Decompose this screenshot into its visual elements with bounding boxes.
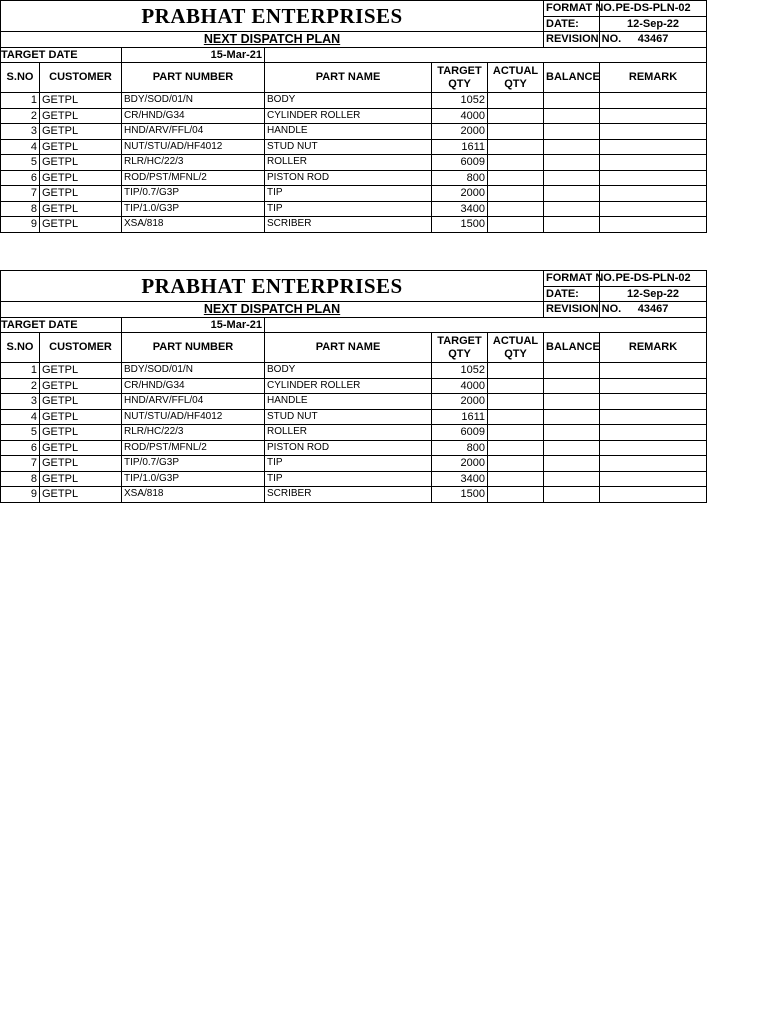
cell-target-qty: 1500 — [432, 487, 488, 503]
table-row — [1, 456, 707, 472]
cell-part-number: NUT/STU/AD/HF4012 — [122, 409, 265, 425]
company-name: PRABHAT ENTERPRISES — [1, 1, 544, 32]
cell-remark — [600, 108, 707, 124]
col-customer: CUSTOMER — [40, 63, 122, 93]
cell-customer: GETPL — [40, 378, 122, 394]
cell-customer: GETPL — [40, 394, 122, 410]
cell-customer: GETPL — [40, 186, 122, 202]
cell-target-qty: 4000 — [432, 108, 488, 124]
format-no-value: PE-DS-PLN-02 — [600, 271, 707, 287]
cell-balance — [544, 394, 600, 410]
revision-no-value: 43467 — [600, 32, 707, 48]
cell-remark — [600, 217, 707, 233]
cell-remark — [600, 378, 707, 394]
cell-sno: 6 — [1, 440, 40, 456]
col-part-number: PART NUMBER — [122, 333, 265, 363]
col-sno: S.NO — [1, 63, 40, 93]
cell-target-qty: 6009 — [432, 425, 488, 441]
cell-part-number: BDY/SOD/01/N — [122, 363, 265, 379]
cell-sno: 2 — [1, 108, 40, 124]
cell-sno: 5 — [1, 155, 40, 171]
cell-part-number: TIP/1.0/G3P — [122, 201, 265, 217]
cell-customer: GETPL — [40, 124, 122, 140]
col-remark: REMARK — [600, 63, 707, 93]
cell-remark — [600, 170, 707, 186]
cell-customer: GETPL — [40, 487, 122, 503]
cell-actual-qty — [488, 440, 544, 456]
cell-remark — [600, 471, 707, 487]
cell-balance — [544, 108, 600, 124]
cell-actual-qty — [488, 487, 544, 503]
cell-customer: GETPL — [40, 217, 122, 233]
cell-part-name: TIP — [265, 186, 432, 202]
cell-actual-qty — [488, 155, 544, 171]
date-value: 12-Sep-22 — [600, 286, 707, 302]
cell-target-qty: 1052 — [432, 363, 488, 379]
col-actual-qty: ACTUAL QTY — [488, 63, 544, 93]
cell-remark — [600, 456, 707, 472]
cell-target-qty: 2000 — [432, 456, 488, 472]
cell-part-name: BODY — [265, 363, 432, 379]
cell-remark — [600, 425, 707, 441]
cell-balance — [544, 186, 600, 202]
dispatch-plan-sheet — [0, 270, 707, 503]
table-row — [1, 363, 707, 379]
cell-customer: GETPL — [40, 425, 122, 441]
cell-sno: 3 — [1, 124, 40, 140]
cell-part-number: CR/HND/G34 — [122, 378, 265, 394]
cell-actual-qty — [488, 394, 544, 410]
cell-balance — [544, 363, 600, 379]
cell-target-qty: 3400 — [432, 201, 488, 217]
cell-actual-qty — [488, 456, 544, 472]
cell-part-name: TIP — [265, 456, 432, 472]
cell-part-number: TIP/0.7/G3P — [122, 456, 265, 472]
col-remark: REMARK — [600, 333, 707, 363]
cell-part-name: SCRIBER — [265, 217, 432, 233]
cell-part-number: HND/ARV/FFL/04 — [122, 394, 265, 410]
dispatch-plan-sheet — [0, 0, 707, 233]
col-target-qty: TARGET QTY — [432, 333, 488, 363]
cell-actual-qty — [488, 409, 544, 425]
cell-part-number: TIP/0.7/G3P — [122, 186, 265, 202]
cell-sno: 7 — [1, 456, 40, 472]
cell-part-number: XSA/818 — [122, 487, 265, 503]
cell-balance — [544, 425, 600, 441]
cell-sno: 2 — [1, 378, 40, 394]
cell-customer: GETPL — [40, 170, 122, 186]
table-header — [1, 333, 707, 363]
cell-part-number: CR/HND/G34 — [122, 108, 265, 124]
cell-target-qty: 4000 — [432, 378, 488, 394]
cell-target-qty: 1052 — [432, 93, 488, 109]
cell-balance — [544, 124, 600, 140]
cell-part-number: NUT/STU/AD/HF4012 — [122, 139, 265, 155]
cell-actual-qty — [488, 217, 544, 233]
table-row — [1, 170, 707, 186]
table-row — [1, 394, 707, 410]
cell-target-qty: 1500 — [432, 217, 488, 233]
format-no-label: FORMAT NO. — [544, 271, 600, 287]
cell-part-name: STUD NUT — [265, 409, 432, 425]
cell-part-number: ROD/PST/MFNL/2 — [122, 440, 265, 456]
cell-part-name: CYLINDER ROLLER — [265, 378, 432, 394]
cell-sno: 8 — [1, 471, 40, 487]
cell-part-name: PISTON ROD — [265, 170, 432, 186]
cell-balance — [544, 471, 600, 487]
cell-customer: GETPL — [40, 201, 122, 217]
target-date-label: TARGET DATE — [1, 317, 122, 333]
cell-customer: GETPL — [40, 139, 122, 155]
company-name: PRABHAT ENTERPRISES — [1, 271, 544, 302]
col-balance: BALANCE — [544, 333, 600, 363]
cell-balance — [544, 440, 600, 456]
date-value: 12-Sep-22 — [600, 16, 707, 32]
cell-target-qty: 2000 — [432, 186, 488, 202]
table-row — [1, 378, 707, 394]
cell-target-qty: 3400 — [432, 471, 488, 487]
cell-part-name: TIP — [265, 201, 432, 217]
col-part-name: PART NAME — [265, 63, 432, 93]
table-row — [1, 487, 707, 503]
cell-remark — [600, 139, 707, 155]
table-row — [1, 186, 707, 202]
revision-no-label: REVISION NO. — [544, 302, 600, 318]
table-row — [1, 108, 707, 124]
cell-target-qty: 6009 — [432, 155, 488, 171]
col-customer: CUSTOMER — [40, 333, 122, 363]
cell-sno: 4 — [1, 409, 40, 425]
table-row — [1, 409, 707, 425]
cell-actual-qty — [488, 378, 544, 394]
target-date-label: TARGET DATE — [1, 47, 122, 63]
cell-remark — [600, 409, 707, 425]
cell-remark — [600, 155, 707, 171]
cell-balance — [544, 378, 600, 394]
cell-remark — [600, 124, 707, 140]
cell-target-qty: 800 — [432, 440, 488, 456]
table-row — [1, 217, 707, 233]
cell-remark — [600, 186, 707, 202]
cell-part-number: BDY/SOD/01/N — [122, 93, 265, 109]
cell-sno: 3 — [1, 394, 40, 410]
revision-no-label: REVISION NO. — [544, 32, 600, 48]
table-header — [1, 63, 707, 93]
cell-remark — [600, 487, 707, 503]
cell-target-qty: 2000 — [432, 394, 488, 410]
cell-part-number: TIP/1.0/G3P — [122, 471, 265, 487]
target-date-value: 15-Mar-21 — [122, 317, 265, 333]
cell-customer: GETPL — [40, 108, 122, 124]
target-date-blank — [265, 317, 707, 333]
format-no-label: FORMAT NO. — [544, 1, 600, 17]
cell-actual-qty — [488, 139, 544, 155]
cell-part-number: HND/ARV/FFL/04 — [122, 124, 265, 140]
cell-part-number: XSA/818 — [122, 217, 265, 233]
cell-part-name: ROLLER — [265, 155, 432, 171]
cell-target-qty: 800 — [432, 170, 488, 186]
cell-sno: 7 — [1, 186, 40, 202]
cell-actual-qty — [488, 201, 544, 217]
cell-target-qty: 2000 — [432, 124, 488, 140]
cell-actual-qty — [488, 108, 544, 124]
cell-customer: GETPL — [40, 93, 122, 109]
cell-sno: 1 — [1, 93, 40, 109]
cell-part-name: BODY — [265, 93, 432, 109]
cell-part-number: RLR/HC/22/3 — [122, 425, 265, 441]
cell-balance — [544, 93, 600, 109]
cell-balance — [544, 217, 600, 233]
col-sno: S.NO — [1, 333, 40, 363]
table-row — [1, 440, 707, 456]
cell-remark — [600, 363, 707, 379]
cell-remark — [600, 440, 707, 456]
table-row — [1, 201, 707, 217]
cell-part-name: CYLINDER ROLLER — [265, 108, 432, 124]
cell-actual-qty — [488, 186, 544, 202]
cell-actual-qty — [488, 170, 544, 186]
date-label: DATE: — [544, 286, 600, 302]
cell-actual-qty — [488, 124, 544, 140]
cell-part-name: TIP — [265, 471, 432, 487]
table-row — [1, 93, 707, 109]
col-part-name: PART NAME — [265, 333, 432, 363]
cell-part-name: HANDLE — [265, 124, 432, 140]
cell-sno: 6 — [1, 170, 40, 186]
cell-remark — [600, 201, 707, 217]
cell-sno: 1 — [1, 363, 40, 379]
cell-balance — [544, 155, 600, 171]
cell-actual-qty — [488, 363, 544, 379]
table-row — [1, 155, 707, 171]
table-row — [1, 139, 707, 155]
cell-customer: GETPL — [40, 471, 122, 487]
cell-target-qty: 1611 — [432, 139, 488, 155]
table-row — [1, 425, 707, 441]
cell-sno: 9 — [1, 487, 40, 503]
cell-actual-qty — [488, 425, 544, 441]
cell-customer: GETPL — [40, 363, 122, 379]
document-title: NEXT DISPATCH PLAN — [1, 32, 544, 48]
format-no-value: PE-DS-PLN-02 — [600, 1, 707, 17]
cell-remark — [600, 93, 707, 109]
cell-customer: GETPL — [40, 456, 122, 472]
document-title: NEXT DISPATCH PLAN — [1, 302, 544, 318]
col-actual-qty: ACTUAL QTY — [488, 333, 544, 363]
cell-sno: 4 — [1, 139, 40, 155]
cell-customer: GETPL — [40, 155, 122, 171]
cell-part-number: RLR/HC/22/3 — [122, 155, 265, 171]
cell-sno: 8 — [1, 201, 40, 217]
table-row — [1, 124, 707, 140]
cell-actual-qty — [488, 471, 544, 487]
cell-customer: GETPL — [40, 409, 122, 425]
cell-balance — [544, 456, 600, 472]
cell-part-name: SCRIBER — [265, 487, 432, 503]
cell-balance — [544, 487, 600, 503]
cell-balance — [544, 201, 600, 217]
cell-balance — [544, 139, 600, 155]
cell-sno: 9 — [1, 217, 40, 233]
cell-balance — [544, 170, 600, 186]
date-label: DATE: — [544, 16, 600, 32]
cell-balance — [544, 409, 600, 425]
cell-part-number: ROD/PST/MFNL/2 — [122, 170, 265, 186]
cell-part-name: HANDLE — [265, 394, 432, 410]
target-date-blank — [265, 47, 707, 63]
cell-target-qty: 1611 — [432, 409, 488, 425]
col-part-number: PART NUMBER — [122, 63, 265, 93]
cell-customer: GETPL — [40, 440, 122, 456]
cell-part-name: PISTON ROD — [265, 440, 432, 456]
col-balance: BALANCE — [544, 63, 600, 93]
cell-part-name: ROLLER — [265, 425, 432, 441]
cell-actual-qty — [488, 93, 544, 109]
cell-remark — [600, 394, 707, 410]
revision-no-value: 43467 — [600, 302, 707, 318]
cell-sno: 5 — [1, 425, 40, 441]
cell-part-name: STUD NUT — [265, 139, 432, 155]
col-target-qty: TARGET QTY — [432, 63, 488, 93]
table-row — [1, 471, 707, 487]
target-date-value: 15-Mar-21 — [122, 47, 265, 63]
